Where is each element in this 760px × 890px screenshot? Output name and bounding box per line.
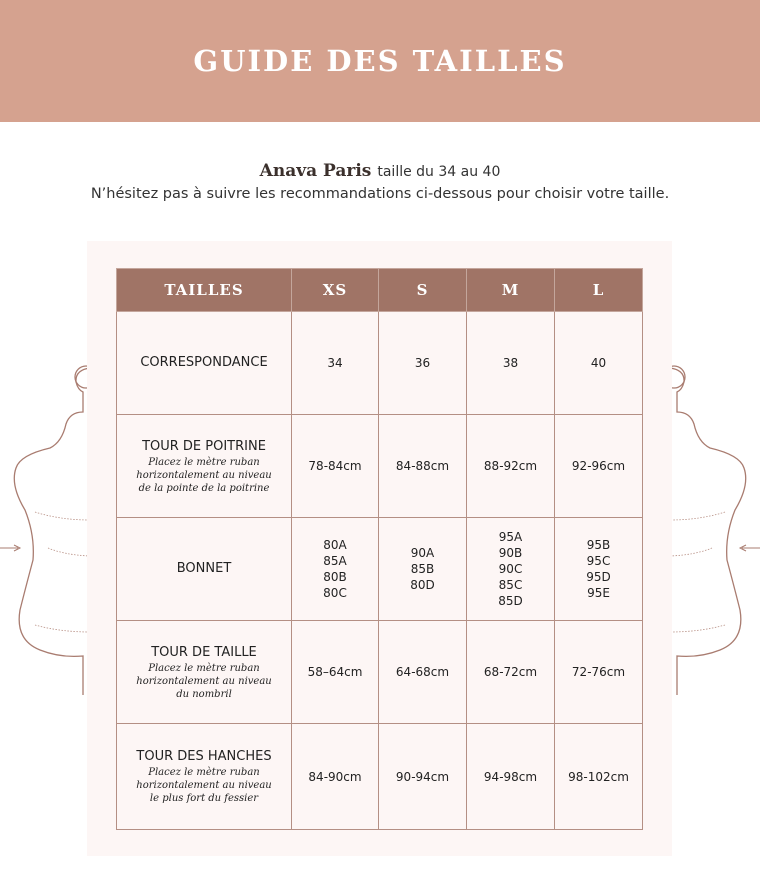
row-label: TOUR DES HANCHES bbox=[136, 749, 272, 764]
column-header-m: M bbox=[467, 269, 555, 312]
table-row bbox=[117, 415, 643, 518]
size-value-cell bbox=[467, 518, 555, 621]
size-value: 95E bbox=[587, 586, 610, 600]
row-label-cell bbox=[117, 518, 292, 621]
size-value: 94-98cm bbox=[483, 769, 538, 784]
size-value: 80D bbox=[410, 578, 435, 592]
table-row bbox=[117, 312, 643, 415]
table-header-row bbox=[117, 269, 643, 312]
size-value: 34 bbox=[327, 356, 343, 370]
size-value: 90C bbox=[498, 562, 523, 576]
size-value: 58–64cm bbox=[307, 665, 363, 679]
size-value: 95C bbox=[586, 554, 611, 568]
size-value: 64-68cm bbox=[395, 665, 450, 679]
row-label: TOUR DE TAILLE bbox=[151, 644, 257, 660]
advice-text: N’hésitez pas à suivre les recommandations ci-dessous pour choisir votre taille. bbox=[90, 186, 670, 202]
size-value: 80C bbox=[323, 586, 347, 600]
size-value-cell bbox=[292, 312, 379, 415]
size-value-cell bbox=[379, 518, 467, 621]
size-value: 90A bbox=[410, 546, 435, 560]
table-row bbox=[117, 724, 643, 830]
row-label: BONNET bbox=[176, 561, 232, 576]
column-header-s: S bbox=[379, 269, 467, 312]
intro bbox=[0, 160, 760, 205]
size-value-cell bbox=[555, 518, 643, 621]
size-table bbox=[116, 268, 643, 830]
page-banner bbox=[0, 0, 760, 122]
row-label: CORRESPONDANCE bbox=[140, 355, 268, 370]
row-label-cell bbox=[117, 621, 292, 724]
size-value: 84-88cm bbox=[395, 459, 450, 473]
size-value-cell bbox=[555, 312, 643, 415]
row-label-cell bbox=[117, 415, 292, 518]
size-value: 85A bbox=[323, 554, 347, 568]
mannequin-right-icon bbox=[660, 360, 760, 700]
size-value: 92-96cm bbox=[571, 459, 626, 473]
size-value-cell bbox=[467, 724, 555, 830]
size-value: 85D bbox=[498, 594, 523, 608]
size-value-cell bbox=[467, 312, 555, 415]
size-value-cell bbox=[292, 518, 379, 621]
size-value: 84-90cm bbox=[308, 769, 362, 784]
size-value-cell bbox=[292, 415, 379, 518]
size-value: 80B bbox=[323, 570, 347, 584]
size-value-cell bbox=[467, 415, 555, 518]
size-value-cell bbox=[379, 621, 467, 724]
size-value-cell bbox=[555, 415, 643, 518]
table-row bbox=[117, 518, 643, 621]
measurement-note: Placez le mètre ruban horizontalement au niveau de la pointe de la poitrine bbox=[136, 456, 272, 494]
size-value-cell bbox=[292, 724, 379, 830]
size-value-cell bbox=[379, 415, 467, 518]
mannequin-left-icon bbox=[0, 360, 100, 700]
page-title: GUIDE DES TAILLES bbox=[193, 44, 567, 78]
size-value: 36 bbox=[414, 356, 431, 370]
row-label-cell bbox=[117, 312, 292, 415]
column-header-tailles: TAILLES bbox=[117, 269, 292, 312]
size-value-cell bbox=[379, 724, 467, 830]
size-value: 85B bbox=[410, 562, 435, 576]
size-value: 40 bbox=[590, 356, 607, 370]
measurement-note: Placez le mètre ruban horizontalement au niveau du nombril bbox=[136, 662, 272, 700]
size-value-cell bbox=[467, 621, 555, 724]
size-value: 72-76cm bbox=[571, 665, 626, 679]
size-value-cell bbox=[292, 621, 379, 724]
size-value-cell bbox=[555, 621, 643, 724]
size-value: 95A bbox=[498, 530, 523, 544]
size-value: 95B bbox=[586, 538, 611, 552]
size-value-cell bbox=[555, 724, 643, 830]
table-row bbox=[117, 621, 643, 724]
size-value: 90B bbox=[498, 546, 523, 560]
size-value: 38 bbox=[502, 356, 519, 370]
column-header-l: L bbox=[555, 269, 643, 312]
size-value: 88-92cm bbox=[483, 459, 538, 473]
size-value: 95D bbox=[586, 570, 611, 584]
size-value: 80A bbox=[323, 538, 347, 552]
row-label-cell bbox=[117, 724, 292, 830]
size-value-cell bbox=[379, 312, 467, 415]
column-header-xs: XS bbox=[292, 269, 379, 312]
size-range: taille du 34 au 40 bbox=[377, 164, 501, 180]
size-value: 78-84cm bbox=[308, 459, 362, 473]
row-label: TOUR DE POITRINE bbox=[142, 438, 266, 454]
brand-name: Anava Paris bbox=[259, 161, 372, 181]
size-value: 98-102cm bbox=[568, 769, 629, 784]
size-value: 85C bbox=[498, 578, 523, 592]
size-value: 90-94cm bbox=[395, 769, 450, 784]
measurement-note: Placez le mètre ruban horizontalement au niveau le plus fort du fessier bbox=[136, 767, 272, 804]
size-value: 68-72cm bbox=[483, 665, 538, 679]
